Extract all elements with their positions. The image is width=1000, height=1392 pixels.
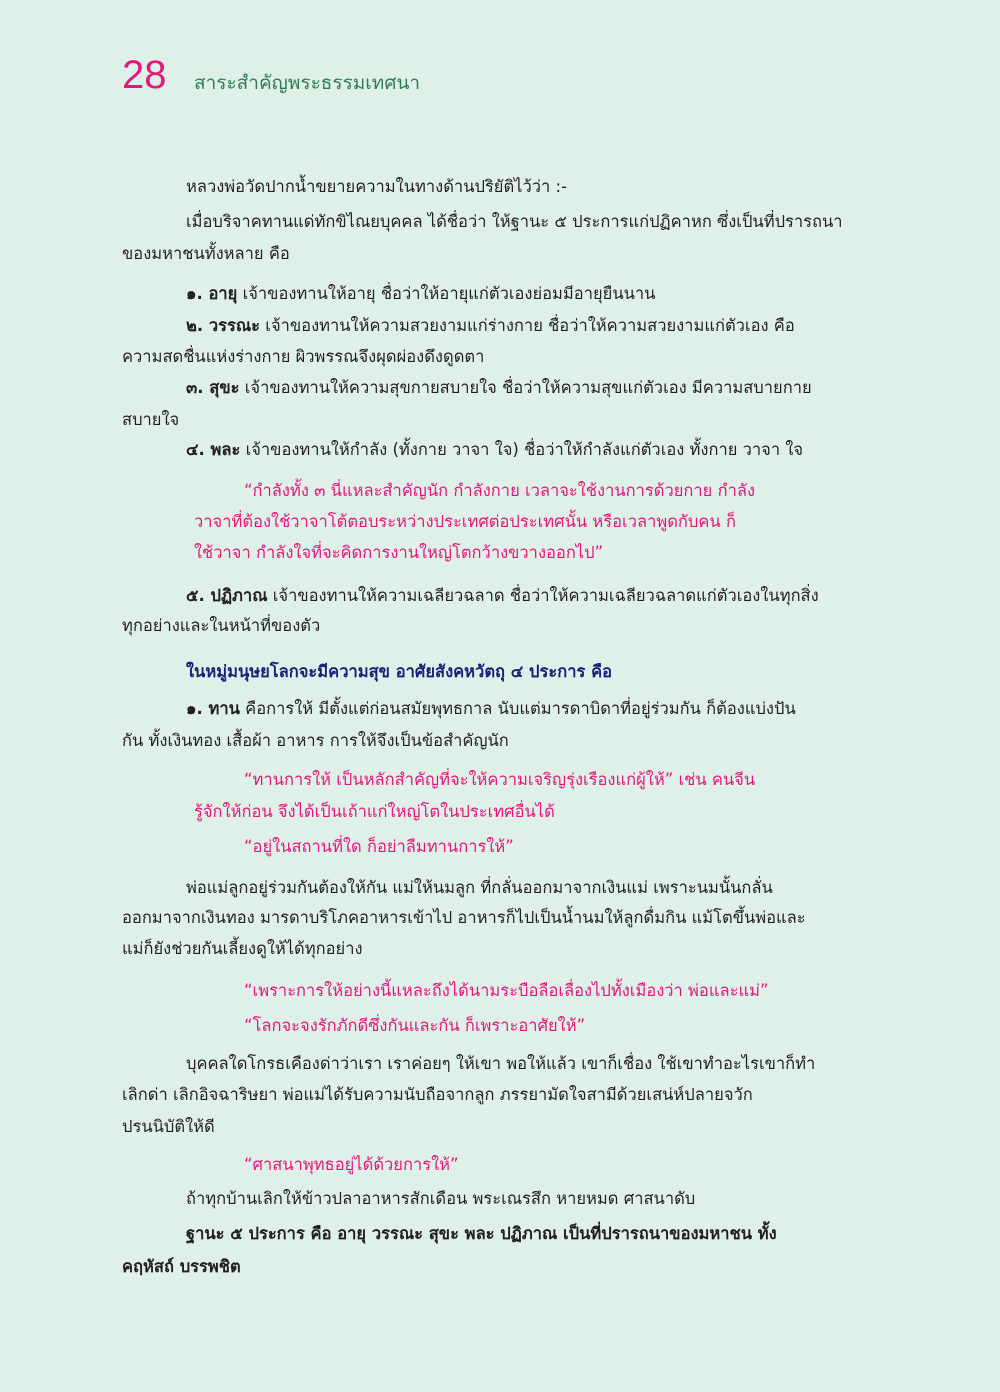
item-label: ๑. ทาน xyxy=(186,699,240,718)
item-text: เจ้าของทานให้ความสวยงามแก่ร่างกาย ชื่อว่าให้ความสวยงามแก่ตัวเอง คือ xyxy=(260,316,795,335)
paragraph-line: แม่ก็ยังช่วยกันเลี้ยงดูให้ได้ทุกอย่าง xyxy=(122,939,363,958)
paragraph-line: พ่อแม่ลูกอยู่ร่วมกันต้องให้กัน แม่ให้นมลูก ที่กลั่นออกมาจากเงินแม่ เพราะนมนั้นกลั่น xyxy=(186,878,773,897)
item-text: เจ้าของทานให้ความเฉลียวฉลาด ชื่อว่าให้ความเฉลียวฉลาดแก่ตัวเองในทุกสิ่ง xyxy=(267,586,819,605)
item-text: เจ้าของทานให้ความสุขกายสบายใจ ชื่อว่าให้ความสุขแก่ตัวเอง มีความสบายกาย xyxy=(239,378,812,397)
quote-line: “ทานการให้ เป็นหลักสำคัญที่จะให้ความเจริญรุ่งเรืองแก่ผู้ให้” เช่น คนจีน xyxy=(244,770,756,789)
paragraph-line: ถ้าทุกบ้านเลิกให้ข้าวปลาอาหารสักเดือน พระเณรสึก หายหมด ศาสนาดับ xyxy=(186,1189,696,1208)
paragraph-line: เลิกด่า เลิกอิจฉาริษยา พ่อแม่ได้รับความนับถือจากลูก ภรรยามัดใจสามีด้วยเสน่ห์ปลายจวัก xyxy=(122,1085,753,1104)
quote-line: “ศาสนาพุทธอยู่ได้ด้วยการให้” xyxy=(244,1155,459,1174)
paragraph-line: กัน ทั้งเงินทอง เสื้อผ้า อาหาร การให้จึงเป็นข้อสำคัญนัก xyxy=(122,731,509,750)
list-item-wanna xyxy=(186,314,795,338)
paragraph-line: ความสดชื่นแห่งร่างกาย ผิวพรรณจึงผุดผ่องดึงดูดตา xyxy=(122,347,485,366)
summary-line: ฐานะ ๕ ประการ คือ อายุ วรรณะ สุขะ พละ ปฏิภาณ เป็นที่ปรารถนาของมหาชน ทั้ง xyxy=(186,1224,777,1243)
section-heading: ในหมู่มนุษยโลกจะมีความสุข อาศัยสังคหวัตถุ ๔ ประการ คือ xyxy=(186,662,613,681)
item-label: ๕. ปฏิภาณ xyxy=(186,586,268,605)
quote-line: วาจาที่ต้องใช้วาจาโต้ตอบระหว่างประเทศต่อประเทศนั้น หรือเวลาพูดกับคน ก็ xyxy=(194,512,736,531)
paragraph-line: ปรนนิบัติให้ดี xyxy=(122,1117,215,1136)
paragraph-line: ทุกอย่างและในหน้าที่ของตัว xyxy=(122,616,321,635)
item-text: เจ้าของทานให้อายุ ชื่อว่าให้อายุแก่ตัวเองย่อมมีอายุยืนนาน xyxy=(237,284,656,303)
quote-line: ใช้วาจา กำลังใจที่จะคิดการงานใหญ่โตกว้างขวางออกไป” xyxy=(194,543,604,562)
quote-line: รู้จักให้ก่อน จึงได้เป็นเถ้าแก่ใหญ่โตในประเทศอื่นได้ xyxy=(194,802,555,821)
quote-line: “โลกจะจงรักภักดีซึ่งกันและกัน ก็เพราะอาศัยให้” xyxy=(244,1016,586,1035)
list-item-ayu xyxy=(186,282,655,306)
page-number: 28 xyxy=(122,53,167,97)
paragraph-line: เมื่อบริจาคทานแด่ทักขิไณยบุคคล ได้ชื่อว่า ให้ฐานะ ๕ ประการแก่ปฏิคาหก ซึ่งเป็นที่ปรารถนา xyxy=(186,212,843,231)
item-label: ๒. วรรณะ xyxy=(186,316,261,335)
paragraph-line: สบายใจ xyxy=(122,410,180,429)
list-item-patipan xyxy=(186,584,819,608)
list-item-dana xyxy=(186,697,796,721)
item-label: ๔. พละ xyxy=(186,440,241,459)
paragraph-intro: หลวงพ่อวัดปากน้ำขยายความในทางด้านปริยัติไว้ว่า :- xyxy=(186,177,568,196)
summary-line: คฤหัสถ์ บรรพชิต xyxy=(122,1257,241,1276)
item-label: ๓. สุขะ xyxy=(186,378,240,397)
quote-line: “กำลังทั้ง ๓ นี่แหละสำคัญนัก กำลังกาย เวลาจะใช้งานการด้วยกาย กำลัง xyxy=(244,481,756,500)
running-title: สาระสำคัญพระธรรมเทศนา xyxy=(194,72,421,94)
list-item-pala xyxy=(186,438,803,462)
paragraph-line: บุคคลใดโกรธเคืองด่าว่าเรา เราค่อยๆ ให้เขา พอให้แล้ว เขาก็เชื่อง ใช้เขาทำอะไรเขาก็ทำ xyxy=(186,1054,816,1073)
item-text: เจ้าของทานให้กำลัง (ทั้งกาย วาจา ใจ) ชื่อว่าให้กำลังแก่ตัวเอง ทั้งกาย วาจา ใจ xyxy=(240,440,804,459)
quote-line: “เพราะการให้อย่างนี้แหละถึงได้นามระบือลือเลื่องไปทั้งเมืองว่า พ่อและแม่” xyxy=(244,981,769,1000)
quote-line: “อยู่ในสถานที่ใด ก็อย่าลืมทานการให้” xyxy=(244,837,514,856)
item-text: คือการให้ มีตั้งแต่ก่อนสมัยพุทธกาล นับแต่มารดาบิดาที่อยู่ร่วมกัน ก็ต้องแบ่งปัน xyxy=(239,699,796,718)
list-item-sukha xyxy=(186,376,812,400)
paragraph-line: ออกมาจากเงินทอง มารดาบริโภคอาหารเข้าไป อาหารก็ไปเป็นน้ำนมให้ลูกดื่มกิน แม้โตขึ้นพ่อและ xyxy=(122,908,806,927)
item-label: ๑. อายุ xyxy=(186,284,238,303)
paragraph-line: ของมหาชนทั้งหลาย คือ xyxy=(122,244,290,263)
